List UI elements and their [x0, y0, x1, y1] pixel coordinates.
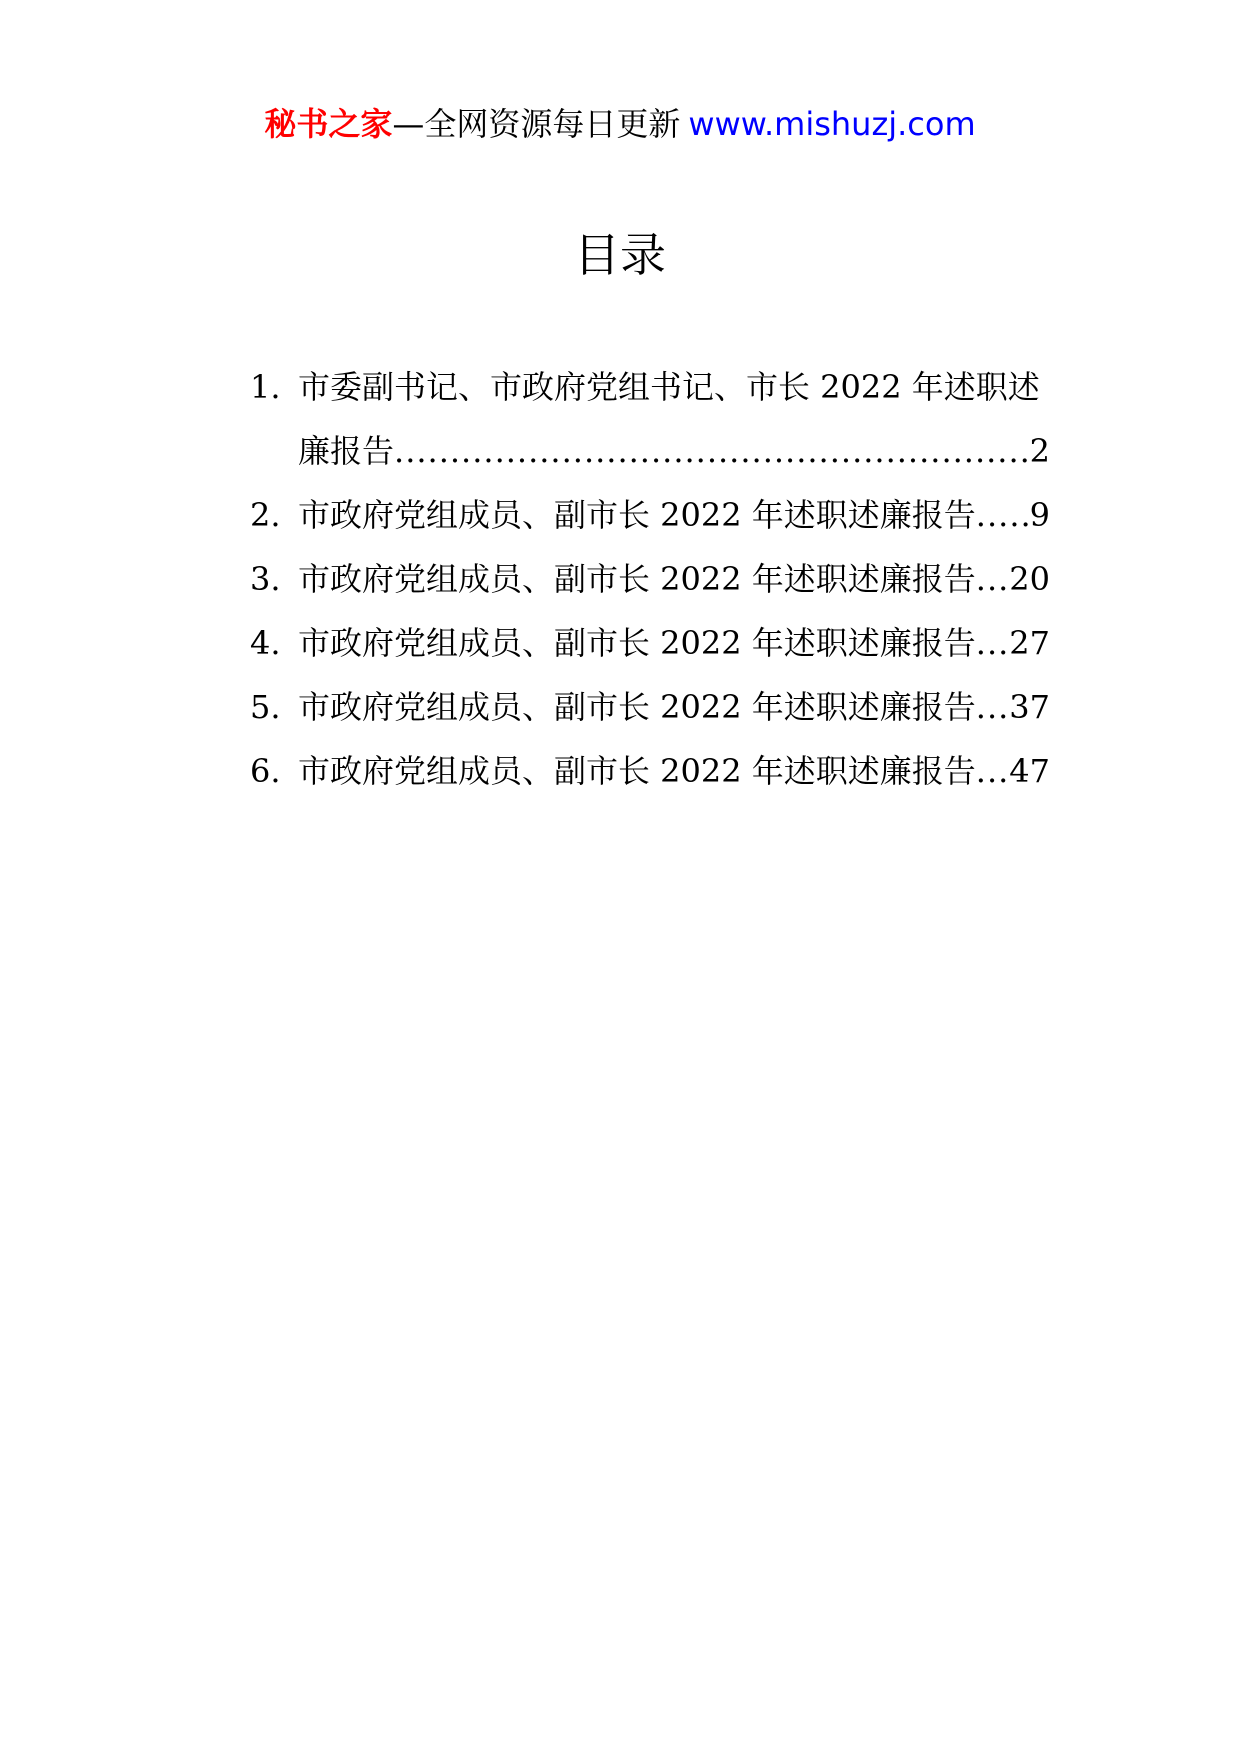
toc-item-number: 4. — [250, 624, 281, 662]
toc-item-body — [298, 483, 1050, 547]
toc-item-4[interactable] — [250, 611, 1050, 675]
toc-item-number: 1. — [250, 368, 281, 406]
dot-leader — [976, 675, 1009, 739]
toc-item-title: 市政府党组成员、副市长 2022 年述职述廉报告 — [298, 688, 976, 726]
dot-leader — [976, 483, 1030, 547]
page-header — [0, 98, 1240, 150]
toc-item-line — [298, 547, 1050, 611]
toc-item-number: 3. — [250, 560, 281, 598]
page-title: 目录 — [574, 228, 666, 282]
toc-item-line — [298, 483, 1050, 547]
toc-item-number: 2. — [250, 496, 281, 534]
toc-item-page: 2 — [1029, 432, 1050, 470]
dot-leader — [976, 547, 1009, 611]
toc-item-1[interactable] — [250, 355, 1050, 483]
website-link[interactable]: www.mishuzj.com — [688, 105, 976, 143]
toc-item-number: 6. — [250, 752, 281, 790]
toc-item-title-continued: 廉报告 — [298, 432, 395, 470]
toc-item-number: 5. — [250, 688, 281, 726]
toc-item-page: 47 — [1009, 752, 1050, 790]
toc-item-line — [298, 675, 1050, 739]
toc-item-title: 市政府党组成员、副市长 2022 年述职述廉报告 — [298, 624, 976, 662]
table-of-contents — [250, 355, 1050, 803]
toc-item-page: 20 — [1009, 560, 1050, 598]
toc-item-page: 27 — [1009, 624, 1050, 662]
toc-item-body — [298, 739, 1050, 803]
toc-item-page: 9 — [1029, 496, 1050, 534]
toc-item-title: 市委副书记、市政府党组书记、市长 2022 年述职述 — [298, 368, 1040, 406]
toc-item-5[interactable] — [250, 675, 1050, 739]
toc-item-title: 市政府党组成员、副市长 2022 年述职述廉报告 — [298, 496, 976, 534]
toc-item-body — [298, 547, 1050, 611]
toc-item-line — [298, 355, 1050, 419]
dot-leader — [976, 739, 1009, 803]
toc-item-6[interactable] — [250, 739, 1050, 803]
brand-name: 秘书之家 — [264, 105, 393, 143]
toc-item-line — [298, 739, 1050, 803]
toc-item-3[interactable] — [250, 547, 1050, 611]
toc-item-title: 市政府党组成员、副市长 2022 年述职述廉报告 — [298, 752, 976, 790]
toc-item-2[interactable] — [250, 483, 1050, 547]
toc-item-line — [298, 611, 1050, 675]
toc-item-page: 37 — [1009, 688, 1050, 726]
toc-item-title: 市政府党组成员、副市长 2022 年述职述廉报告 — [298, 560, 976, 598]
dot-leader — [394, 419, 1030, 483]
toc-item-body — [298, 355, 1050, 483]
header-slogan: —全网资源每日更新 — [392, 105, 681, 143]
toc-item-line — [298, 419, 1050, 483]
toc-item-body — [298, 611, 1050, 675]
toc-item-body — [298, 675, 1050, 739]
dot-leader — [976, 611, 1009, 675]
